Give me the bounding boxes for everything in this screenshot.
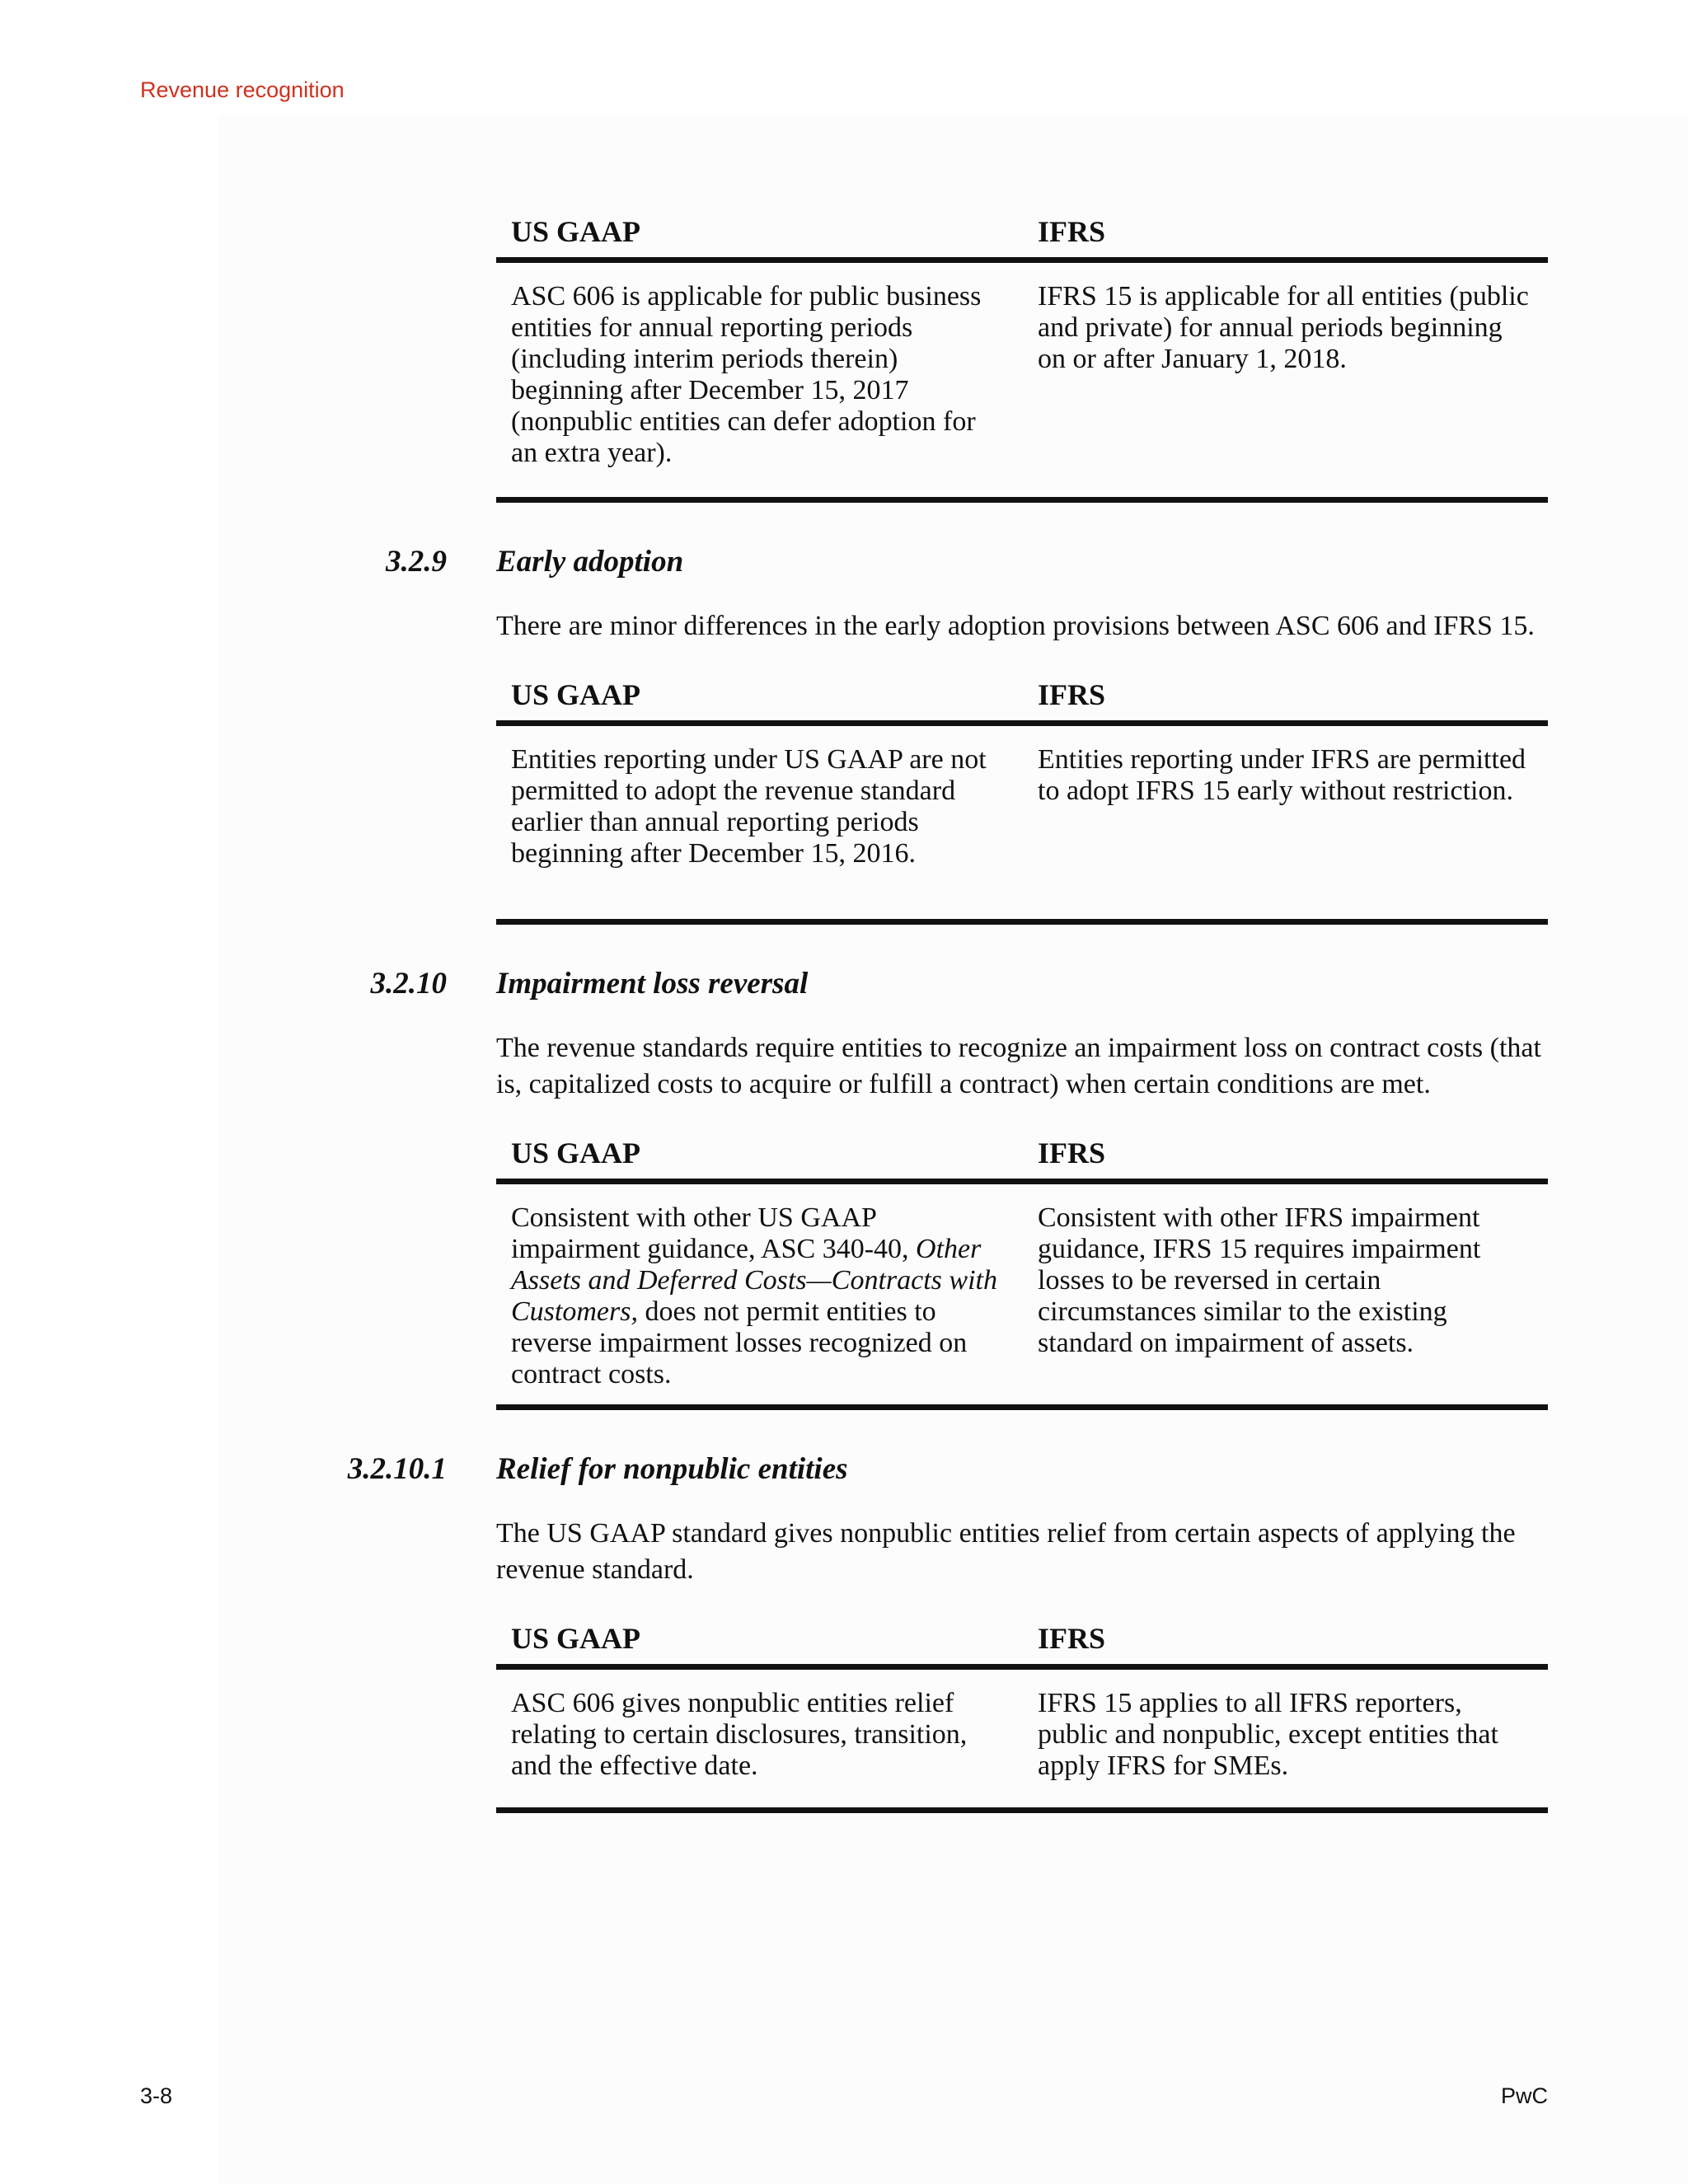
section-number: 3.2.9 [386, 545, 447, 579]
running-header: Revenue recognition [140, 77, 345, 102]
comparison-table-early-adoption [496, 676, 1548, 925]
column-header-us-gaap: US GAAP [511, 215, 641, 248]
section-body: The US GAAP standard gives nonpublic entities relief from certain aspects of applying the revenue standard. [496, 1518, 1516, 1585]
footer-brand: PwC [1500, 2083, 1548, 2108]
table-row [496, 1670, 1548, 1807]
column-header-ifrs: IFRS [1038, 215, 1106, 248]
section-number: 3.2.10.1 [347, 1452, 447, 1486]
cell-text: Consistent with other US GAAP impairment guidance, ASC 340-40, [511, 1202, 917, 1264]
cell-ifrs: Entities reporting under IFRS are permitted to adopt IFRS 15 early without restriction. [1038, 744, 1526, 806]
section-number: 3.2.10 [370, 967, 447, 1001]
column-header-us-gaap: US GAAP [511, 1622, 641, 1655]
table-row [496, 726, 1548, 919]
section-title: Early adoption [496, 545, 684, 579]
comparison-table-relief [496, 1619, 1548, 1813]
table-header-row [496, 1134, 1548, 1184]
cell-us-gaap: ASC 606 is applicable for public business entities for annual reporting periods (including interim periods therein) beginning after December 15, 2017 (nonpublic entities can defer adoption for an extra year). [511, 281, 982, 468]
cell-text-italic-reference: Other Assets and Deferred Costs—Contracts with Customers, [511, 1234, 997, 1327]
table-header-row [496, 676, 1548, 726]
cell-ifrs: IFRS 15 applies to all IFRS reporters, public and nonpublic, except entities that apply IFRS for SMEs. [1038, 1688, 1498, 1781]
column-header-ifrs: IFRS [1038, 678, 1106, 711]
cell-ifrs: Consistent with other IFRS impairment guidance, IFRS 15 requires impairment losses to be reversed in certain circumstances similar to the existing standard on impairment of assets. [1038, 1202, 1481, 1358]
table-header-row [496, 213, 1548, 263]
cell-ifrs: IFRS 15 is applicable for all entities (public and private) for annual periods beginning on or after January 1, 2018. [1038, 281, 1529, 374]
cell-text: does not permit entities to reverse impairment losses recognized on contract costs. [511, 1296, 968, 1390]
page-number: 3-8 [140, 2083, 173, 2108]
column-header-ifrs: IFRS [1038, 1622, 1106, 1655]
cell-us-gaap: ASC 606 gives nonpublic entities relief relating to certain disclosures, transition, and the effective date. [511, 1688, 968, 1781]
column-header-us-gaap: US GAAP [511, 678, 641, 711]
comparison-table-effective-date [496, 213, 1548, 503]
section-early-adoption [386, 541, 1548, 925]
section-title: Relief for nonpublic entities [496, 1452, 848, 1486]
section-heading [370, 963, 1548, 1005]
column-header-ifrs: IFRS [1038, 1137, 1106, 1169]
table-row [496, 263, 1548, 497]
table-header-row [496, 1619, 1548, 1670]
section-relief-nonpublic [347, 1448, 1548, 1813]
page-content [347, 213, 1548, 1813]
section-heading [347, 1448, 1548, 1491]
section-title: Impairment loss reversal [496, 967, 809, 1001]
table-row [496, 1184, 1548, 1404]
cell-us-gaap [496, 1202, 1023, 1404]
section-body: The revenue standards require entities to recognize an impairment loss on contract costs (that is, capitalized costs to acquire or fulfill a contract) when certain conditions are met. [496, 1033, 1541, 1099]
cell-us-gaap: Entities reporting under US GAAP are not permitted to adopt the revenue standard earlier than annual reporting periods beginning after December 15, 2016. [511, 744, 987, 869]
section-heading [386, 541, 1548, 583]
section-impairment-loss-reversal [370, 963, 1548, 1410]
column-header-us-gaap: US GAAP [511, 1137, 641, 1169]
section-body: There are minor differences in the early adoption provisions between ASC 606 and IFRS 15. [496, 611, 1535, 641]
comparison-table-impairment [496, 1134, 1548, 1410]
